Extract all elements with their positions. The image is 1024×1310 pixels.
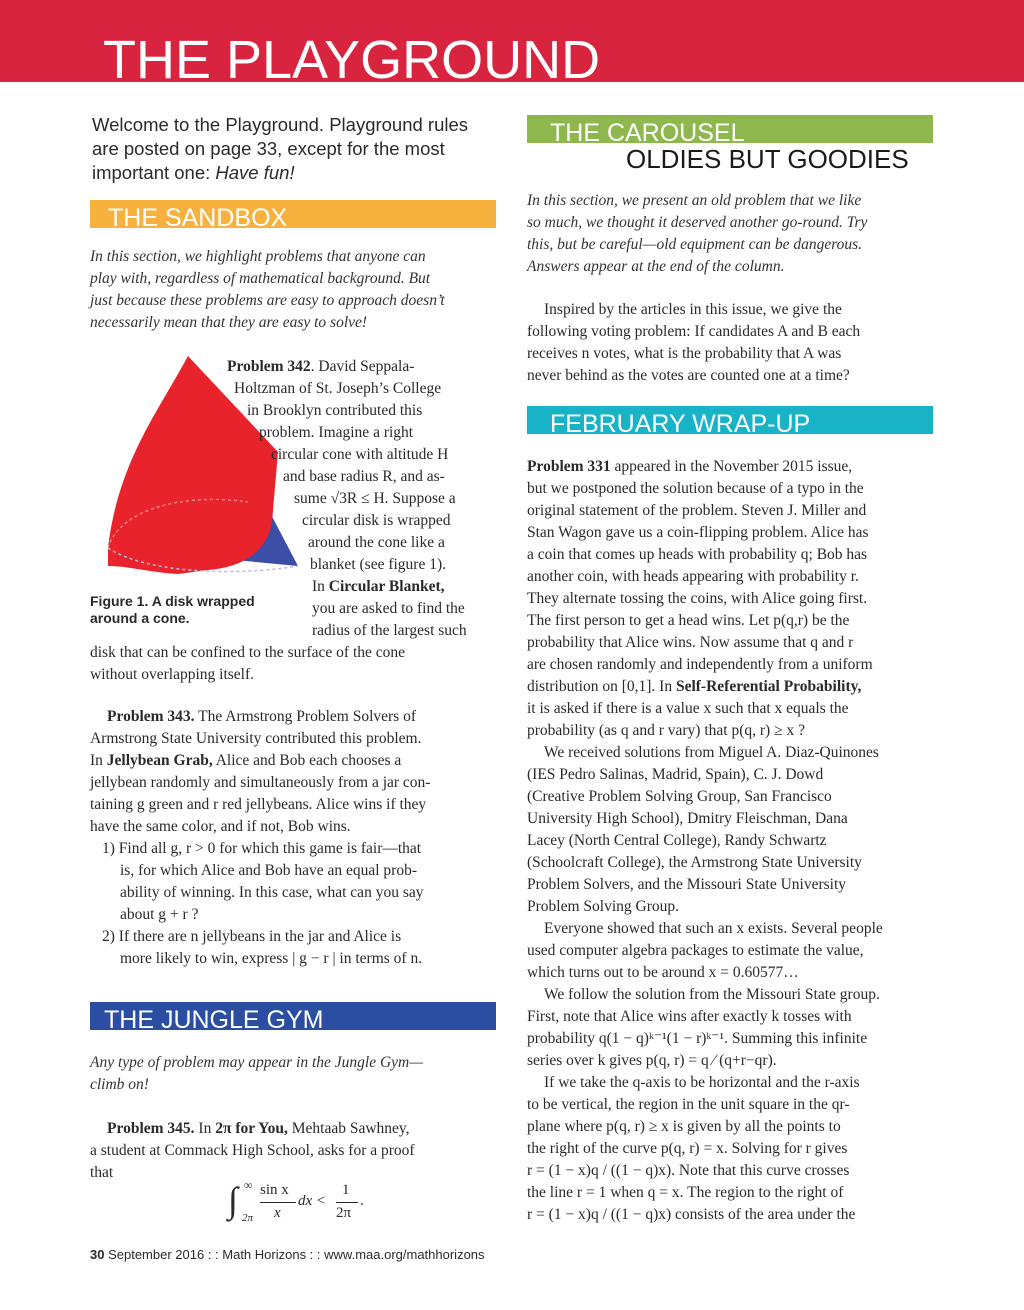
desc-line: Any type of problem may appear in the Jungle Gym—: [90, 1054, 424, 1071]
wrapup-line: (IES Pedro Salinas, Madrid, Spain), C. J. Dowd: [527, 766, 824, 783]
p345-line: that: [90, 1164, 114, 1181]
p343-line: jellybean randomly and simultaneously from a jar con-: [90, 774, 431, 791]
desc-line: just because these problems are easy to approach doesn’t: [90, 292, 445, 309]
wrapup-line: Problem 331 appeared in the November 2015 issue,: [527, 458, 853, 475]
jungle-title: THE JUNGLE GYM: [104, 1006, 324, 1034]
desc-line: In this section, we highlight problems that anyone can: [90, 248, 426, 265]
rhs-den: 2π: [336, 1205, 352, 1221]
wrapup-line: University High School), Dmitry Fleischman, Dana: [527, 810, 848, 827]
p345-title: 2π for You,: [215, 1120, 288, 1137]
p342-line: in Brooklyn contributed this: [247, 402, 423, 419]
intro-line: important one: Have fun!: [92, 162, 295, 183]
wrapup-line: are chosen randomly and independently from a uniform: [527, 656, 873, 673]
p343-item-line: about g + r ?: [120, 906, 199, 923]
body-line: following voting problem: If candidates A and B each: [527, 323, 861, 340]
desc-line: climb on!: [90, 1076, 149, 1093]
desc-line: In this section, we present an old problem that we like: [527, 192, 862, 209]
wrapup-line: another coin, with heads appearing with probability r.: [527, 568, 859, 585]
p345-line: Problem 345. In 2π for You, Mehtaab Sawhney,: [107, 1120, 410, 1137]
problem-345: [90, 1118, 500, 1184]
jungle-description: [90, 1052, 510, 1096]
body-line: never behind as the votes are counted one at a time?: [527, 367, 850, 384]
wrapup-line: the line r = 1 when q = x. The region to the right of: [527, 1184, 844, 1201]
wrapup-line: Stan Wagon gave us a coin-flipping problem. Alice has: [527, 524, 869, 541]
p342-line: blanket (see figure 1).: [310, 556, 446, 573]
integrand-num: sin x: [260, 1182, 289, 1198]
wrapup-line: First, note that Alice wins after exactly k tosses with: [527, 1008, 852, 1025]
wrapup-line: a coin that comes up heads with probability q; Bob has: [527, 546, 868, 563]
integrand-den: x: [274, 1205, 281, 1221]
p342-label: Problem 342: [227, 358, 311, 375]
desc-line: so much, we thought it deserved another go-round. Try: [527, 214, 868, 231]
wrapup-line: the right of the curve p(q, r) = x. Solving for r gives: [527, 1140, 848, 1157]
p342-line: In Circular Blanket,: [312, 578, 445, 595]
p342-line: around the cone like a: [308, 534, 445, 551]
wrapup-line: probability that Alice wins. Now assume that q and r: [527, 634, 854, 651]
wrapup-line: Everyone showed that such an x exists. Several people: [544, 920, 883, 937]
desc-line: necessarily mean that they are easy to solve!: [90, 314, 368, 331]
wrapup-line: r = (1 − x)q / ((1 − q)x). Note that this curve crosses: [527, 1162, 850, 1179]
desc-line: Answers appear at the end of the column.: [527, 258, 785, 275]
p343-item-line: 2) If there are n jellybeans in the jar and Alice is: [102, 928, 402, 945]
p342-line: circular disk is wrapped: [302, 512, 451, 529]
wrapup-line: (Creative Problem Solving Group, San Francisco: [527, 788, 832, 805]
desc-line: play with, regardless of mathematical background. But: [90, 270, 431, 287]
p342-line: without overlapping itself.: [90, 666, 255, 683]
wrapup-line: probability q(1 − q)ᵏ⁻¹(1 − r)ᵏ⁻¹. Summing this infinite: [527, 1030, 868, 1047]
problem-343: [90, 706, 500, 970]
wrapup-line: If we take the q-axis to be horizontal and the r-axis: [544, 1074, 860, 1091]
figure-caption: Figure 1. A disk wrapped around a cone.: [90, 593, 255, 626]
carousel-description: [527, 190, 947, 278]
sandbox-description: [90, 246, 510, 334]
wrapup-line: We follow the solution from the Missouri State group.: [544, 986, 880, 1003]
intro-line: are posted on page 33, except for the most: [92, 138, 445, 159]
fraction-rule: [260, 1202, 296, 1203]
p343-item-line: ability of winning. In this case, what can you say: [120, 884, 424, 901]
wrapup-line: We received solutions from Miguel A. Diaz-Quinones: [544, 744, 879, 761]
integral-formula: [228, 1178, 378, 1228]
p343-line: taining g green and r red jellybeans. Alice wins if they: [90, 796, 427, 813]
wrapup-line: (Schoolcraft College), the Armstrong State University: [527, 854, 862, 871]
wrapup-line: it is asked if there is a value x such that x equals the: [527, 700, 849, 717]
carousel-subtitle: OLDIES BUT GOODIES: [626, 144, 909, 174]
rhs-num: 1: [342, 1182, 350, 1198]
problem-342: [90, 356, 500, 686]
wrapup-line: plane where p(q, r) ≥ x is given by all the points to: [527, 1118, 841, 1135]
wrapup-body: [527, 456, 947, 1226]
page-footer: [90, 1247, 485, 1262]
p345-label: Problem 345.: [107, 1120, 195, 1137]
p342-line: disk that can be confined to the surface of the cone: [90, 644, 406, 661]
carousel-body: [527, 299, 947, 387]
p331-label: Problem 331: [527, 458, 611, 475]
p342-line: Holtzman of St. Joseph’s College: [234, 380, 442, 397]
p342-line: problem. Imagine a right: [259, 424, 414, 441]
integral-lower: 2π: [242, 1212, 254, 1224]
wrapup-line: original statement of the problem. Steven J. Miller and: [527, 502, 867, 519]
wrapup-line: r = (1 − x)q / ((1 − q)x) consists of the area under the: [527, 1206, 856, 1223]
integral-upper: ∞: [244, 1178, 253, 1192]
body-line: receives n votes, what is the probability that A was: [527, 345, 842, 362]
integral-dx: dx <: [298, 1193, 327, 1209]
p342-line: sume √3R ≤ H. Suppose a: [294, 490, 456, 507]
masthead-title: THE PLAYGROUND: [103, 30, 601, 90]
p342-line: and base radius R, and as-: [283, 468, 445, 485]
carousel-title: THE CAROUSEL: [550, 119, 745, 147]
p343-line: In Jellybean Grab, Alice and Bob each chooses a: [90, 752, 402, 769]
p343-line: Armstrong State University contributed this problem.: [90, 730, 422, 747]
p342-line: circular cone with altitude H: [271, 446, 449, 463]
sandbox-title: THE SANDBOX: [108, 204, 288, 232]
wrapup-line: probability (as q and r vary) that p(q, r) ≥ x ?: [527, 722, 805, 739]
wrapup-line: distribution on [0,1]. In Self-Referential Probability,: [527, 678, 862, 695]
p343-line: have the same color, and if not, Bob wins.: [90, 818, 351, 835]
p343-title: Jellybean Grab,: [106, 752, 213, 769]
p342-line: you are asked to find the: [312, 600, 465, 617]
integral-sign: ∫: [228, 1180, 238, 1220]
wrapup-line: used computer algebra packages to estimate the value,: [527, 942, 864, 959]
body-line: Inspired by the articles in this issue, we give the: [544, 301, 842, 318]
fraction-rule: [336, 1202, 358, 1203]
wrapup-line: Problem Solving Group.: [527, 898, 679, 915]
page-number: 30: [90, 1247, 105, 1262]
wrapup-line: which turns out to be around x = 0.60577…: [527, 964, 799, 981]
integral-end: .: [360, 1193, 364, 1209]
p343-label: Problem 343.: [107, 708, 195, 725]
wrapup-line: series over k gives p(q, r) = q ⁄ (q+r−qr).: [527, 1052, 777, 1069]
p345-line: a student at Commack High School, asks for a proof: [90, 1142, 415, 1159]
p342-line: Problem 342. David Seppala-: [227, 358, 415, 375]
wrapup-line: They alternate tossing the coins, with Alice going first.: [527, 590, 868, 607]
p343-item-line: more likely to win, express | g − r | in terms of n.: [120, 950, 423, 967]
wrapup-title: FEBRUARY WRAP-UP: [550, 410, 811, 438]
p343-item-line: is, for which Alice and Bob have an equal prob-: [120, 862, 417, 879]
p331-title: Self-Referential Probability,: [675, 678, 862, 695]
wrapup-line: Lacey (North Central College), Randy Schwartz: [527, 832, 827, 849]
p342-title: Circular Blanket,: [328, 578, 445, 595]
wrapup-line: Problem Solvers, and the Missouri State University: [527, 876, 847, 893]
desc-line: this, but be careful—old equipment can be dangerous.: [527, 236, 863, 253]
p343-line: Problem 343. The Armstrong Problem Solvers of: [107, 708, 416, 725]
footer-text: September 2016 : : Math Horizons : : www.maa.org/mathhorizons: [104, 1247, 485, 1262]
intro-emphasis: Have fun!: [215, 162, 295, 183]
wrapup-line: The first person to get a head wins. Let p(q,r) be the: [527, 612, 850, 629]
wrapup-line: to be vertical, the region in the unit square in the qr-: [527, 1096, 850, 1113]
intro-paragraph: [92, 113, 512, 185]
p342-line: radius of the largest such: [312, 622, 467, 639]
wrapup-line: but we postponed the solution because of a typo in the: [527, 480, 864, 497]
p343-item-line: 1) Find all g, r > 0 for which this game is fair—that: [102, 840, 422, 857]
intro-line: Welcome to the Playground. Playground rules: [92, 114, 469, 135]
